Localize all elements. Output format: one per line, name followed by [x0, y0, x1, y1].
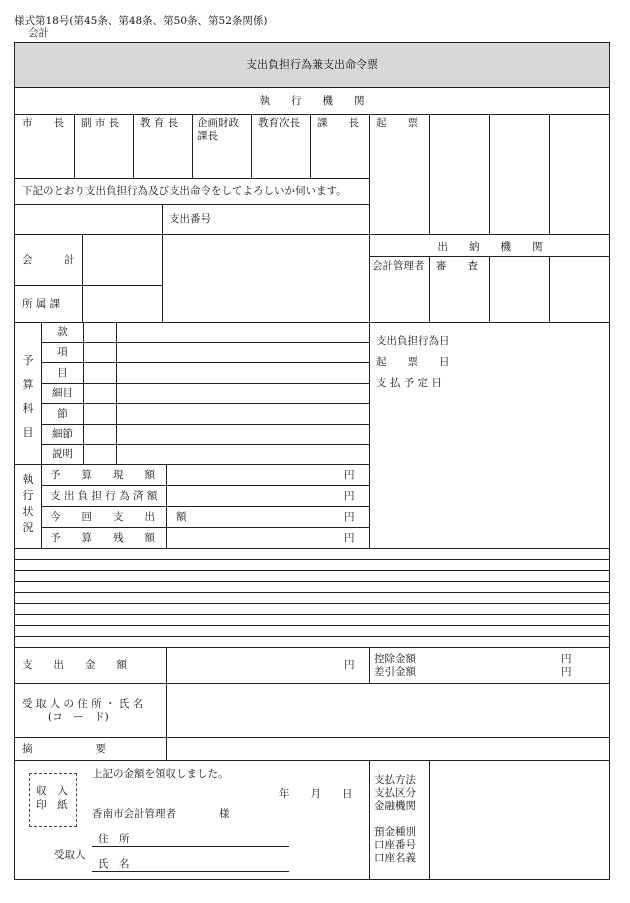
net-amount-unit: 円: [561, 666, 572, 678]
revenue-stamp-label-2: 印 紙: [36, 799, 68, 811]
budget-row-kou: 項: [57, 346, 68, 358]
account-name-label: 口座名義: [374, 852, 416, 864]
receipt-date-format: 年 月 日: [279, 788, 353, 800]
accounting-label: 会 計: [22, 254, 75, 266]
department-label: 所 属 課: [22, 298, 61, 310]
budget-row-moku: 目: [57, 367, 68, 379]
receipt-addressee: 香南市会計管理者: [92, 808, 176, 820]
planning-finance-label: 企画財政: [197, 117, 239, 129]
planning-finance-chief-label: 課長: [197, 130, 218, 142]
recipient-label: 受 取 人 の 住 所 ・ 氏 名: [22, 698, 144, 710]
current-payment-label: 今 回 支 出 額: [50, 511, 187, 523]
receipt-name-label: 氏 名: [98, 858, 130, 870]
payment-order-form: [14, 42, 610, 880]
commitment-date-label: 支出負担行為日: [376, 335, 450, 347]
receipt-recipient-label: 受取人: [54, 849, 86, 861]
deduction-unit: 円: [561, 653, 572, 665]
budget-group-label: 予 算 科 目: [22, 354, 34, 439]
payment-method-label: 支払方法: [374, 774, 416, 786]
execution-group-label: 執 行 状 況: [22, 473, 34, 534]
superintendent-label: 教 育 長: [140, 117, 179, 129]
committed-amount-unit: 円: [344, 490, 355, 502]
summary-label: 摘 要: [22, 743, 106, 755]
payment-category-label: 支払区分: [374, 787, 416, 799]
budget-row-saisetsu: 細節: [52, 428, 73, 440]
budget-row-kan: 款: [57, 326, 68, 338]
voucher-date-label: 起 票 日: [376, 356, 450, 368]
budget-row-setsu: 節: [57, 408, 68, 420]
deputy-superintendent-label: 教育次長: [258, 117, 300, 129]
deputy-mayor-label: 副 市 長: [81, 117, 120, 129]
account-number-label: 口座番号: [374, 839, 416, 851]
executive-heading: 執 行 機 関: [259, 95, 365, 107]
treasury-heading: 出 納 機 関: [437, 241, 543, 253]
section-chief-label: 課 長: [317, 117, 359, 129]
budget-current-unit: 円: [344, 469, 355, 481]
receipt-honorific: 様: [219, 808, 230, 820]
receipt-address-label: 住 所: [98, 833, 130, 845]
receipt-statement: 上記の金額を領収しました。: [92, 768, 229, 780]
budget-row-saimoku: 細目: [52, 387, 73, 399]
budget-remaining-label: 予 算 残 額: [50, 532, 155, 544]
deposit-type-label: 預金種別: [374, 826, 416, 838]
financial-institution-label: 金融機関: [374, 800, 416, 812]
inspection-label: 審 査: [436, 260, 478, 272]
budget-remaining-unit: 円: [344, 532, 355, 544]
net-amount-label: 差引金額: [374, 666, 416, 678]
voucher-issuer-label: 起 票: [376, 117, 418, 129]
recipient-code-label: (コ ー ド): [48, 711, 109, 723]
committed-amount-label: 支 出 負 担 行 為 済 額: [50, 490, 158, 502]
budget-current-label: 予 算 現 額: [50, 469, 155, 481]
payment-amount-unit: 円: [344, 659, 355, 671]
scheduled-payment-date-label: 支 払 予 定 日: [376, 377, 442, 389]
payment-amount-label: 支 出 金 額: [22, 659, 127, 671]
revenue-stamp-label-1: 収 入: [36, 785, 68, 797]
accounting-manager-label: 会計管理者: [372, 260, 425, 272]
request-text: 下記のとおり支出負担行為及び支出命令をしてよろしいか伺います。: [22, 185, 347, 197]
payment-number-label: 支出番号: [169, 213, 211, 225]
form-title: 支出負担行為兼支出命令票: [246, 58, 378, 71]
form-number: 様式第18号(第45条、第48条、第50条、第52条関係): [14, 15, 268, 27]
deduction-label: 控除金額: [374, 653, 416, 665]
mayor-label: 市 長: [22, 117, 64, 129]
current-payment-unit: 円: [344, 511, 355, 523]
budget-row-setsumei: 説明: [52, 448, 73, 460]
form-category: 会計: [28, 27, 49, 39]
